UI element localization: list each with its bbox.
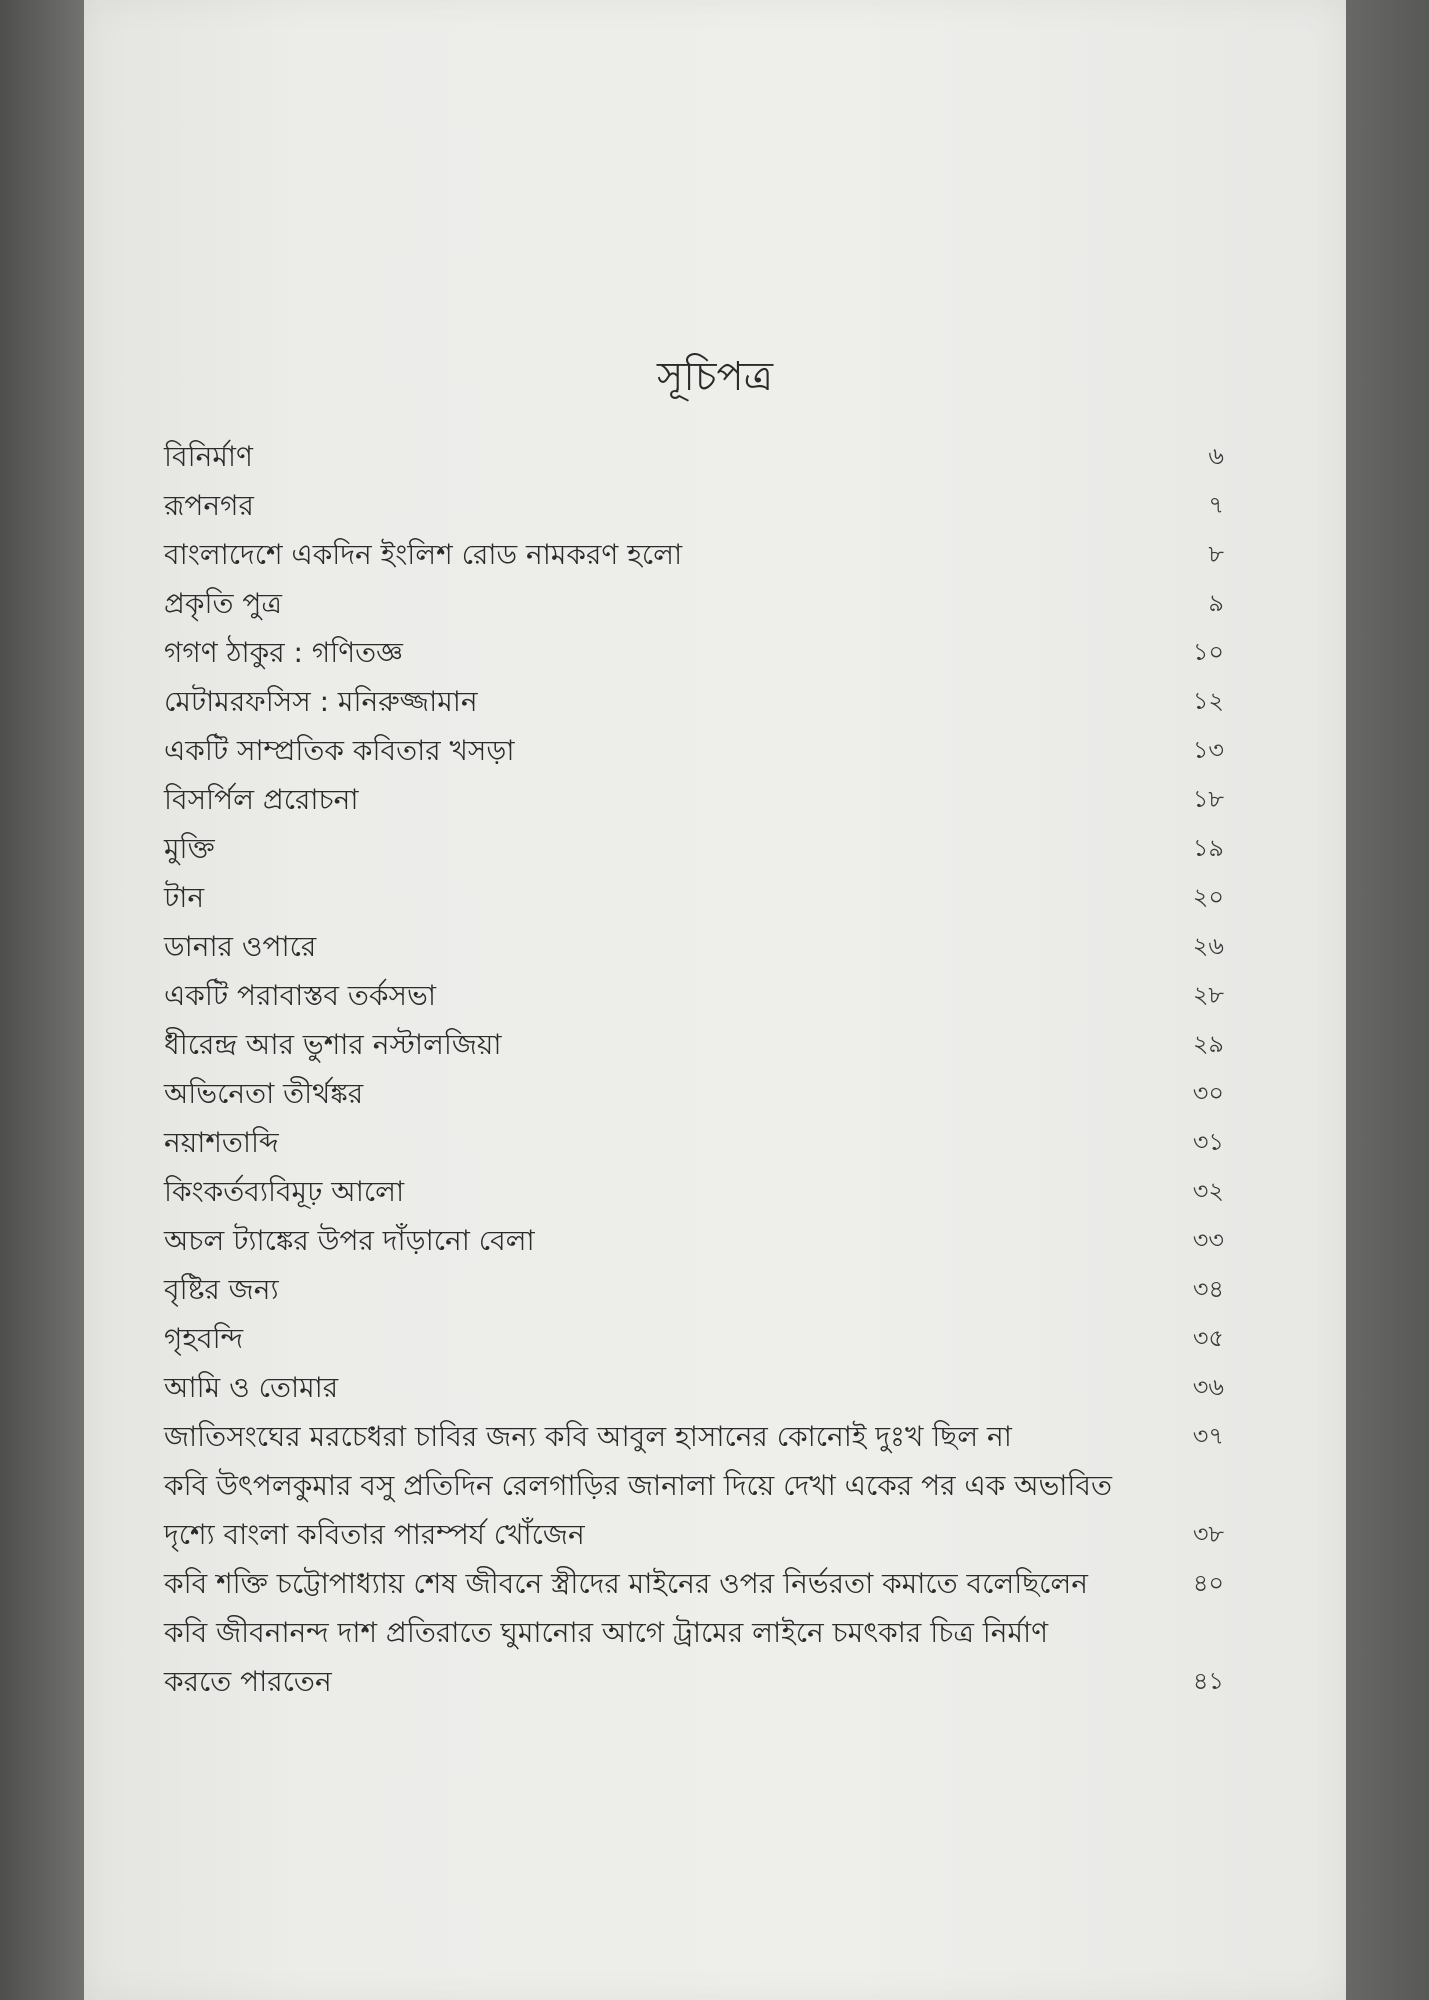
toc-entry (164, 1608, 1224, 1706)
toc-entry-title: কবি জীবনানন্দ দাশ প্রতিরাতে ঘুমানোর আগে ট্রামের লাইনে চমৎকার চিত্র নির্মাণ করতে পারতেন (164, 1616, 1049, 1698)
toc-entry (164, 1216, 1224, 1265)
toc-entry-title: নয়াশতাব্দি (164, 1126, 279, 1159)
toc-entry (164, 432, 1224, 481)
toc-entry-title: ডানার ওপারে (164, 930, 317, 963)
toc-entry-title: কবি শক্তি চট্টোপাধ্যায় শেষ জীবনে স্ত্রীদের মাইনের ওপর নির্ভরতা কমাতে বলেছিলেন (164, 1567, 1089, 1600)
toc-entry (164, 1412, 1224, 1461)
toc-entry (164, 1461, 1224, 1559)
toc-entry (164, 1363, 1224, 1412)
toc-entry-title: কিংকর্তব্যবিমূঢ় আলো (164, 1175, 405, 1208)
toc-entry-page-number: ৩৩ (1192, 1226, 1224, 1254)
page-title: সূচিপত্র (657, 354, 773, 400)
toc-entry-title: প্রকৃতি পুত্র (164, 587, 282, 620)
toc-entry-page-number: ১২ (1192, 687, 1224, 715)
toc-entry-title: টান (164, 881, 205, 914)
toc-entry-title: রূপনগর (164, 489, 254, 522)
toc-entry-title: বাংলাদেশে একদিন ইংলিশ রোড নামকরণ হলো (164, 538, 683, 571)
toc-entry (164, 1265, 1224, 1314)
toc-entry-title: কবি উৎপলকুমার বসু প্রতিদিন রেলগাড়ির জানালা দিয়ে দেখা একের পর এক অভাবিত দৃশ্যে বাংলা কবিতার পারম্পর্য খোঁজেন (164, 1469, 1113, 1551)
toc-entry-page-number: ৩১ (1192, 1128, 1224, 1156)
toc-entry (164, 775, 1224, 824)
toc-entry-title: গগণ ঠাকুর : গণিতজ্ঞ (164, 636, 403, 669)
toc-entry-page-number: ৩০ (1192, 1079, 1224, 1107)
toc-entry (164, 530, 1224, 579)
toc-entry-title: মুক্তি (164, 832, 215, 865)
toc-entry-title: মেটামরফসিস : মনিরুজ্জামান (164, 685, 478, 718)
toc-entry-page-number: ৩৬ (1192, 1373, 1224, 1401)
toc-entry-page-number: ২০ (1192, 883, 1224, 911)
background-left-edge (0, 0, 84, 2000)
toc-entry-title: বিসর্পিল প্ররোচনা (164, 783, 359, 816)
toc-entry-page-number: ১৯ (1192, 834, 1224, 862)
toc-entry-title: একটি পরাবাস্তব তর্কসভা (164, 979, 436, 1012)
toc-entry-page-number: ৪১ (1192, 1667, 1224, 1695)
toc-entry-title: অচল ট্যাঙ্কের উপর দাঁড়ানো বেলা (164, 1224, 535, 1257)
toc-entry-page-number: ৭ (1208, 491, 1224, 519)
toc-entry-title: বিনির্মাণ (164, 440, 253, 473)
toc-entry-page-number: ৪০ (1192, 1569, 1224, 1597)
toc-entry-page-number: ১৮ (1192, 785, 1224, 813)
background-right-edge (1346, 0, 1429, 2000)
toc-entry-title: বৃষ্টির জন্য (164, 1273, 279, 1306)
toc-entry-title: গৃহবন্দি (164, 1322, 244, 1355)
toc-entry-title: অভিনেতা তীর্থঙ্কর (164, 1077, 364, 1110)
toc-entry-page-number: ২৮ (1192, 981, 1224, 1009)
toc-entry (164, 873, 1224, 922)
toc-entry (164, 824, 1224, 873)
toc-entry-page-number: ৩৪ (1192, 1275, 1224, 1303)
toc-entry (164, 971, 1224, 1020)
toc-entry (164, 481, 1224, 530)
toc-entry (164, 1020, 1224, 1069)
toc-entry (164, 726, 1224, 775)
toc-entry-title: ধীরেন্দ্র আর ভুশার নস্টালজিয়া (164, 1028, 502, 1061)
toc-entry-page-number: ১০ (1192, 638, 1224, 666)
toc-entry (164, 1314, 1224, 1363)
toc-entry-page-number: ৩২ (1192, 1177, 1224, 1205)
toc-entry (164, 579, 1224, 628)
toc-entry-page-number: ৩৮ (1192, 1520, 1224, 1548)
toc-entry-page-number: ৩৫ (1192, 1324, 1224, 1352)
toc-entry (164, 1559, 1224, 1608)
table-of-contents (164, 432, 1224, 1706)
toc-entry (164, 1167, 1224, 1216)
toc-entry-page-number: ২৬ (1192, 932, 1224, 960)
toc-entry (164, 922, 1224, 971)
toc-entry (164, 677, 1224, 726)
toc-entry-page-number: ২৯ (1192, 1030, 1224, 1058)
toc-entry-title: একটি সাম্প্রতিক কবিতার খসড়া (164, 734, 515, 767)
toc-entry-page-number: ৯ (1208, 589, 1224, 617)
toc-entry-page-number: ৬ (1208, 442, 1224, 470)
toc-entry-title: আমি ও তোমার (164, 1371, 339, 1404)
toc-entry-page-number: ১৩ (1192, 736, 1224, 764)
toc-entry-title: জাতিসংঘের মরচেধরা চাবির জন্য কবি আবুল হাসানের কোনোই দুঃখ ছিল না (164, 1420, 1012, 1453)
toc-entry-page-number: ৩৭ (1192, 1422, 1224, 1450)
toc-entry (164, 1118, 1224, 1167)
toc-entry (164, 1069, 1224, 1118)
toc-entry-page-number: ৮ (1208, 540, 1224, 568)
toc-entry (164, 628, 1224, 677)
